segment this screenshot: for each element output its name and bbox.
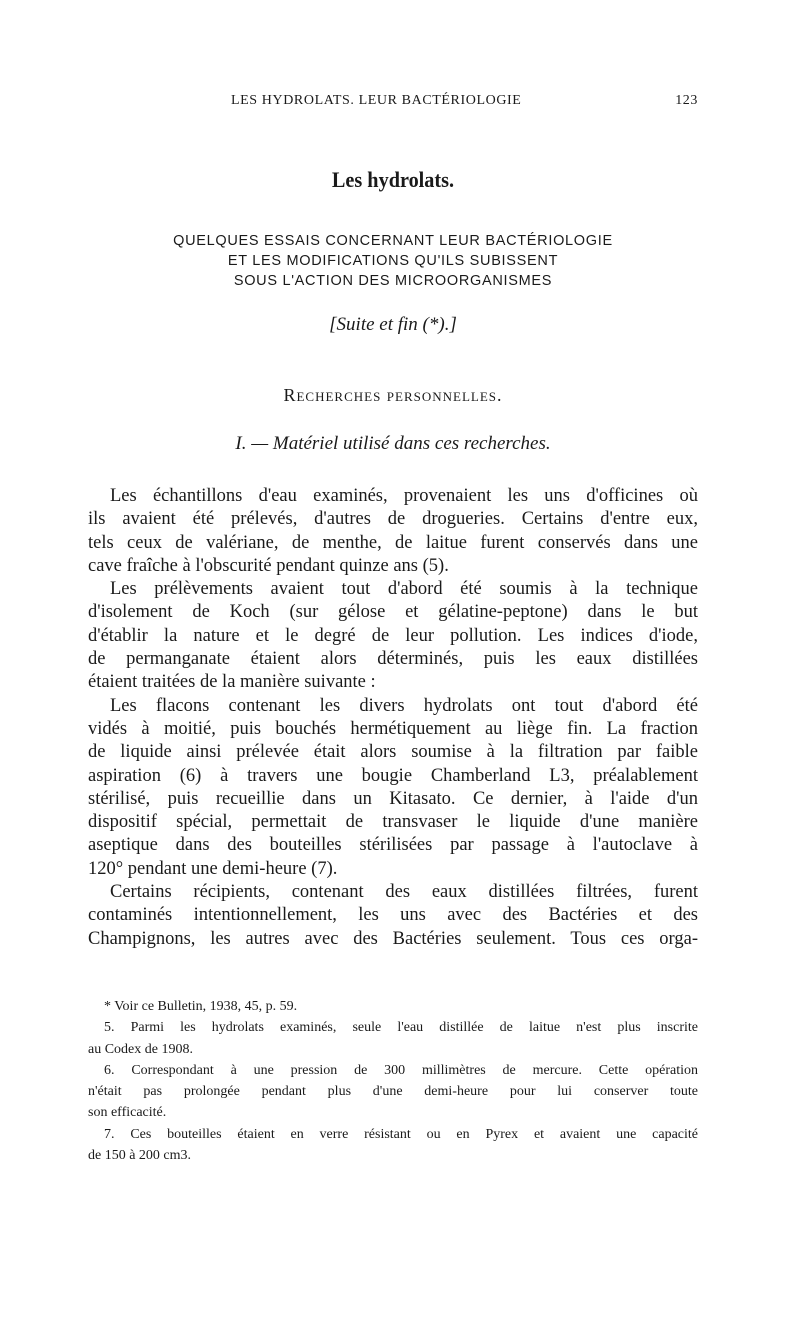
footnote-line: de 150 à 200 cm3. <box>88 1148 192 1164</box>
body-line: stérilisé, puis recueillie dans un Kitasato. Ce dernier, à l'aide d'un <box>88 788 698 809</box>
body-line: aspiration (6) à travers une bougie Chamberland L3, préalablement <box>88 765 698 786</box>
footnote-line: n'était pas prolongée pendant plus d'une demi-heure pour lui conserver toute <box>88 1084 698 1100</box>
subtitle-line: QUELQUES ESSAIS CONCERNANT LEUR BACTÉRIOLOGIE <box>173 233 613 249</box>
body-line: d'établir la nature et le degré de leur pollution. Les indices d'iode, <box>88 625 698 646</box>
subtitle-line: ET LES MODIFICATIONS QU'ILS SUBISSENT <box>227 253 559 269</box>
footnotes <box>88 996 698 1166</box>
footnote-line: son efficacité. <box>88 1105 167 1121</box>
body-line: d'isolement de Koch (sur gélose et gélatine-peptone) dans le but <box>88 602 698 623</box>
body-line: tels ceux de valériane, de menthe, de laitue furent conservés dans une <box>88 532 698 553</box>
article-title: Les hydrolats. <box>331 167 455 192</box>
body-line: vidés à moitié, puis bouchés hermétiquement au liège fin. La fraction <box>88 718 698 739</box>
footnote-line: 7. Ces bouteilles étaient en verre résistant ou en Pyrex et avaient une capacité <box>104 1126 698 1142</box>
suite-note: [Suite et fin (*).] <box>329 314 457 335</box>
article-subtitle <box>88 231 698 291</box>
subtitle-line: SOUS L'ACTION DES MICROORGANISMES <box>233 273 553 289</box>
section-heading: Recherches personnelles. <box>283 385 503 405</box>
body-text <box>88 485 698 951</box>
body-line: aseptique dans des bouteilles stérilisées par passage à l'autoclave à <box>88 835 698 856</box>
body-line: Les échantillons d'eau examinés, provenaient les uns d'officines où <box>110 486 698 506</box>
footnote-line: * Voir ce Bulletin, 1938, 45, p. 59. <box>104 999 298 1014</box>
document-page <box>88 0 698 1320</box>
body-line: Les flacons contenant les divers hydrolats ont tout d'abord été <box>110 695 698 716</box>
body-line: contaminés intentionnellement, les uns avec des Bactéries et des <box>88 905 698 926</box>
body-line: dispositif spécial, permettait de transvaser le liquide d'une manière <box>88 812 698 833</box>
body-line: ils avaient été prélevés, d'autres de drogueries. Certains d'entre eux, <box>88 509 698 530</box>
body-line: 120° pendant une demi-heure (7). <box>88 858 338 879</box>
footnote-line: 5. Parmi les hydrolats examinés, seule l'eau distillée de laitue n'est plus inscrite <box>104 1020 698 1036</box>
footnote-line: au Codex de 1908. <box>88 1041 193 1057</box>
body-line: cave fraîche à l'obscurité pendant quinze ans (5). <box>88 555 449 576</box>
subsection-heading: I. — Matériel utilisé dans ces recherches. <box>235 433 551 454</box>
page-number: 123 <box>675 93 698 108</box>
running-title: LES HYDROLATS. LEUR BACTÉRIOLOGIE <box>231 93 522 108</box>
body-line: étaient traitées de la manière suivante : <box>88 672 376 693</box>
body-line: de permanganate étaient alors déterminés, puis les eaux distillées <box>88 649 698 670</box>
body-line: Certains récipients, contenant des eaux distillées filtrées, furent <box>110 882 698 903</box>
body-line: Champignons, les autres avec des Bactéries seulement. Tous ces orga- <box>88 928 698 949</box>
footnote-line: 6. Correspondant à une pression de 300 millimètres de mercure. Cette opération <box>104 1062 698 1078</box>
body-line: de liquide ainsi prélevée était alors soumise à la filtration par faible <box>88 742 698 763</box>
body-line: Les prélèvements avaient tout d'abord été soumis à la technique <box>110 579 698 600</box>
